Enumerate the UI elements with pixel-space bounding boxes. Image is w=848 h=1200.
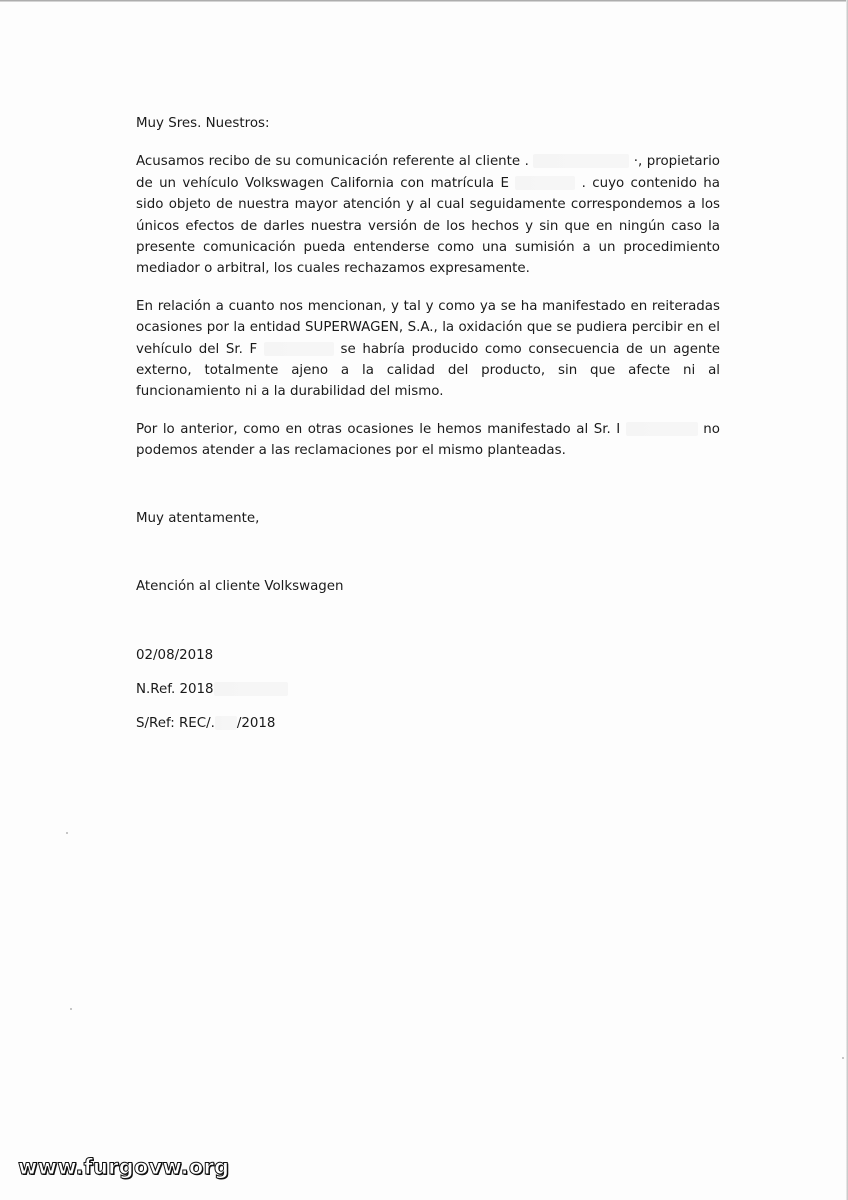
our-reference [136,679,720,700]
paragraph-text: Acusamos recibo de su comunicación referente al cliente . [136,154,529,170]
redacted-client-surname [626,422,698,436]
redacted-reference-number [214,682,288,696]
letter-body [136,113,720,735]
paragraph-text: . cuyo contenido ha sido objeto de nuestra mayor atención y al cual seguidamente correspondemos a los únicos efectos de darles nuestra versión de los hechos y sin que en ningún caso la presente comunicación pueda entenderse como una sumisión a un procedimiento mediador o arbitral, los cuales rechazamos expresamente. [136,175,720,277]
redacted-client-surname [264,342,334,356]
scan-speck [70,1008,72,1010]
paragraph-text: se habría producido como consecuencia de un agente externo, totalmente ajeno a la calidad del producto, sin que afecte ni al funcionamiento ni a la durabilidad del mismo. [136,341,720,400]
site-watermark: www.furgovw.org [18,1155,230,1179]
your-reference-suffix: /2018 [236,716,276,732]
paragraph-text: En relación a cuanto nos mencionan, y tal y como ya se ha manifestado en reiteradas ocasiones por la entidad SUPERWAGEN, S.A., la oxidación que se pudiera percibir en el vehículo del Sr. F [136,298,720,357]
your-reference [136,713,720,734]
closing: Muy atentamente, [136,510,260,526]
paragraph-text: no podemos atender a las reclamaciones por el mismo planteadas. [136,421,720,459]
scan-speck [842,1057,844,1059]
redacted-plate-number [515,176,575,190]
scan-speck [66,832,68,834]
paragraph-text: Por lo anterior, como en otras ocasiones le hemos manifestado al Sr. I [136,421,621,437]
our-reference-text: N.Ref. 2018 [136,681,214,697]
paragraph-position [136,296,720,403]
salutation: Muy Sres. Nuestros: [136,116,270,131]
redacted-client-name [533,154,629,168]
paragraph-acknowledgement [136,151,720,279]
scan-edge-top [0,0,848,2]
letter-date: 02/08/2018 [136,647,214,663]
signature: Atención al cliente Volkswagen [136,579,344,595]
paragraph-conclusion [136,419,720,462]
your-reference-prefix: S/Ref: REC/. [136,716,215,732]
paragraph-text: ·, propietario de un vehículo Volkswagen California con matrícula E [136,154,720,191]
redacted-reference-number [215,716,237,730]
